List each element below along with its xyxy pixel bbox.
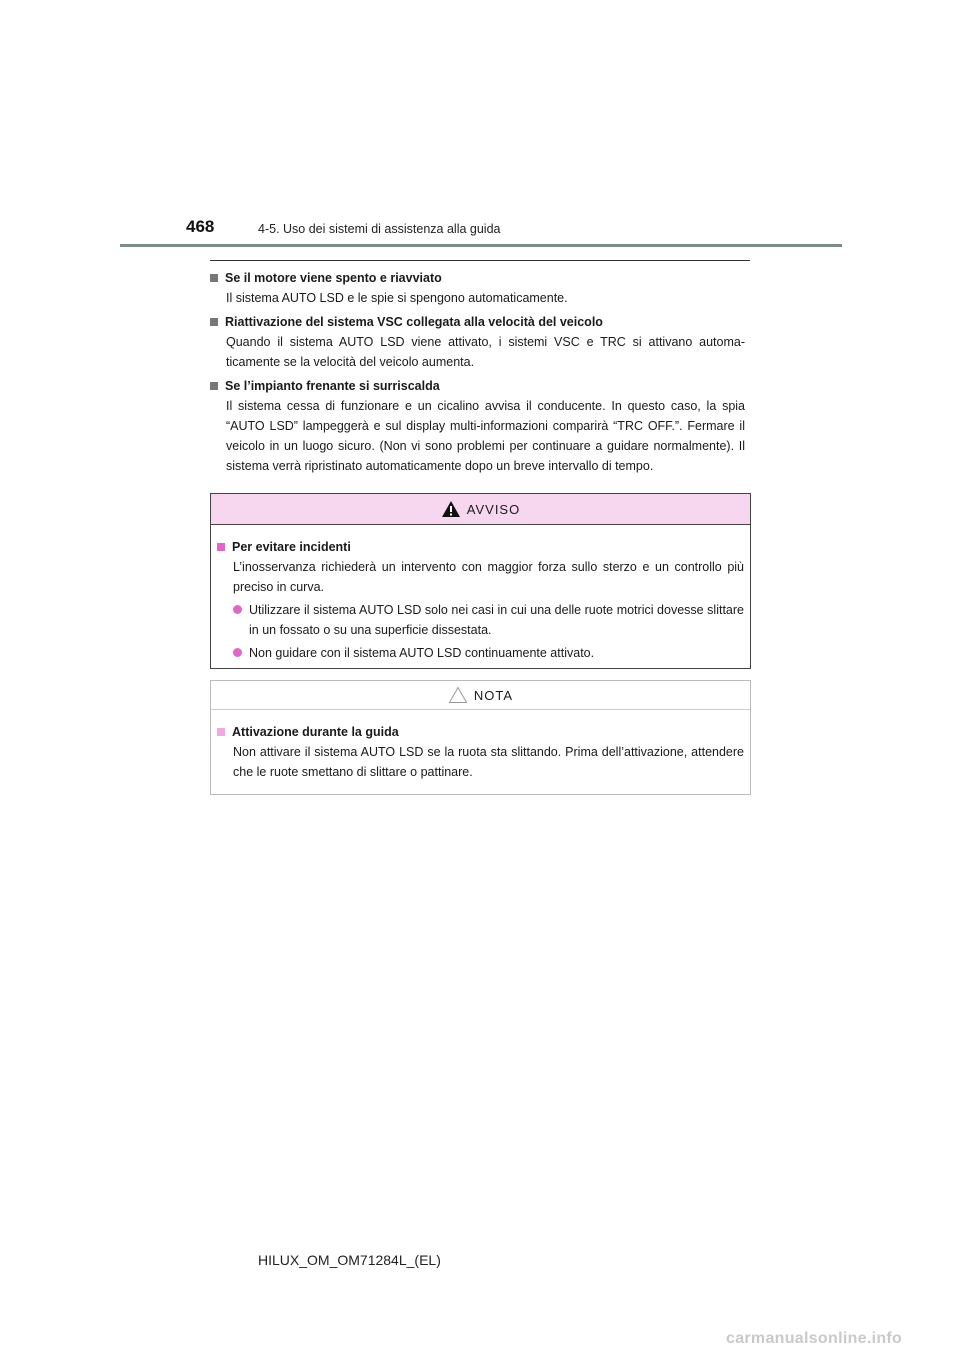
info-item <box>210 268 745 308</box>
info-item <box>210 312 745 372</box>
warning-title: Per evitare incidenti <box>232 540 351 554</box>
warning-label: AVVISO <box>466 501 521 517</box>
info-item <box>210 376 745 476</box>
page-number: 468 <box>186 217 215 236</box>
caution-triangle-icon <box>448 686 468 704</box>
warning-bullet: Non guidare con il sistema AUTO LSD continuamente attivato. <box>217 643 744 663</box>
square-bullet-icon <box>217 543 225 551</box>
item-title: Se l’impianto frenante si surriscalda <box>225 379 440 393</box>
note-box <box>210 680 751 795</box>
warning-bullet: Utilizzare il sistema AUTO LSD solo nei casi in cui una delle ruote motrici dovesse slittare in un fossato o su una superficie dissestata. <box>217 600 744 640</box>
section-title: 4-5. Uso dei sistemi di assistenza alla guida <box>258 222 501 236</box>
square-bullet-icon <box>210 382 218 390</box>
note-header <box>211 681 750 710</box>
note-label: NOTA <box>473 687 514 703</box>
item-title: Riattivazione del sistema VSC collegata alla velocità del veicolo <box>225 315 603 329</box>
item-title: Se il motore viene spento e riavviato <box>225 271 442 285</box>
warning-header <box>211 494 750 525</box>
circle-bullet-icon <box>233 605 242 614</box>
item-text: Quando il sistema AUTO LSD viene attivato, i sistemi VSC e TRC si attivano automa-ticamente se la velocità del veicolo aumenta. <box>226 335 745 369</box>
watermark: carmanualsonline.info <box>726 1330 903 1347</box>
circle-bullet-icon <box>233 648 242 657</box>
warning-text: L’inosservanza richiederà un intervento con maggior forza sullo sterzo e un controllo più preciso in curva. <box>233 560 744 594</box>
document-code: HILUX_OM_OM71284L_(EL) <box>258 1252 441 1268</box>
main-content <box>210 268 745 480</box>
warning-triangle-icon <box>441 500 461 518</box>
section-divider <box>210 260 750 261</box>
square-bullet-icon <box>217 728 225 736</box>
note-text: Non attivare il sistema AUTO LSD se la ruota sta slittando. Prima dell’attivazione, attendere che le ruote smettano di slittare o pattinare. <box>233 745 744 779</box>
item-text: Il sistema cessa di funzionare e un cicalino avvisa il conducente. In questo caso, la spia “AUTO LSD” lampeggerà e sul display multi-informazioni comparirà “TRC OFF.”. Fermare il veicolo in un luogo sicuro. (Non vi sono problemi per continuare a guidare normalmente). Il sistema verrà ripristinato automaticamente dopo un breve intervallo di tempo. <box>226 399 745 473</box>
square-bullet-icon <box>210 274 218 282</box>
square-bullet-icon <box>210 318 218 326</box>
warning-box <box>210 493 751 669</box>
note-title: Attivazione durante la guida <box>232 725 399 739</box>
item-text: Il sistema AUTO LSD e le spie si spengono automaticamente. <box>226 291 568 305</box>
header-rule <box>120 244 842 247</box>
